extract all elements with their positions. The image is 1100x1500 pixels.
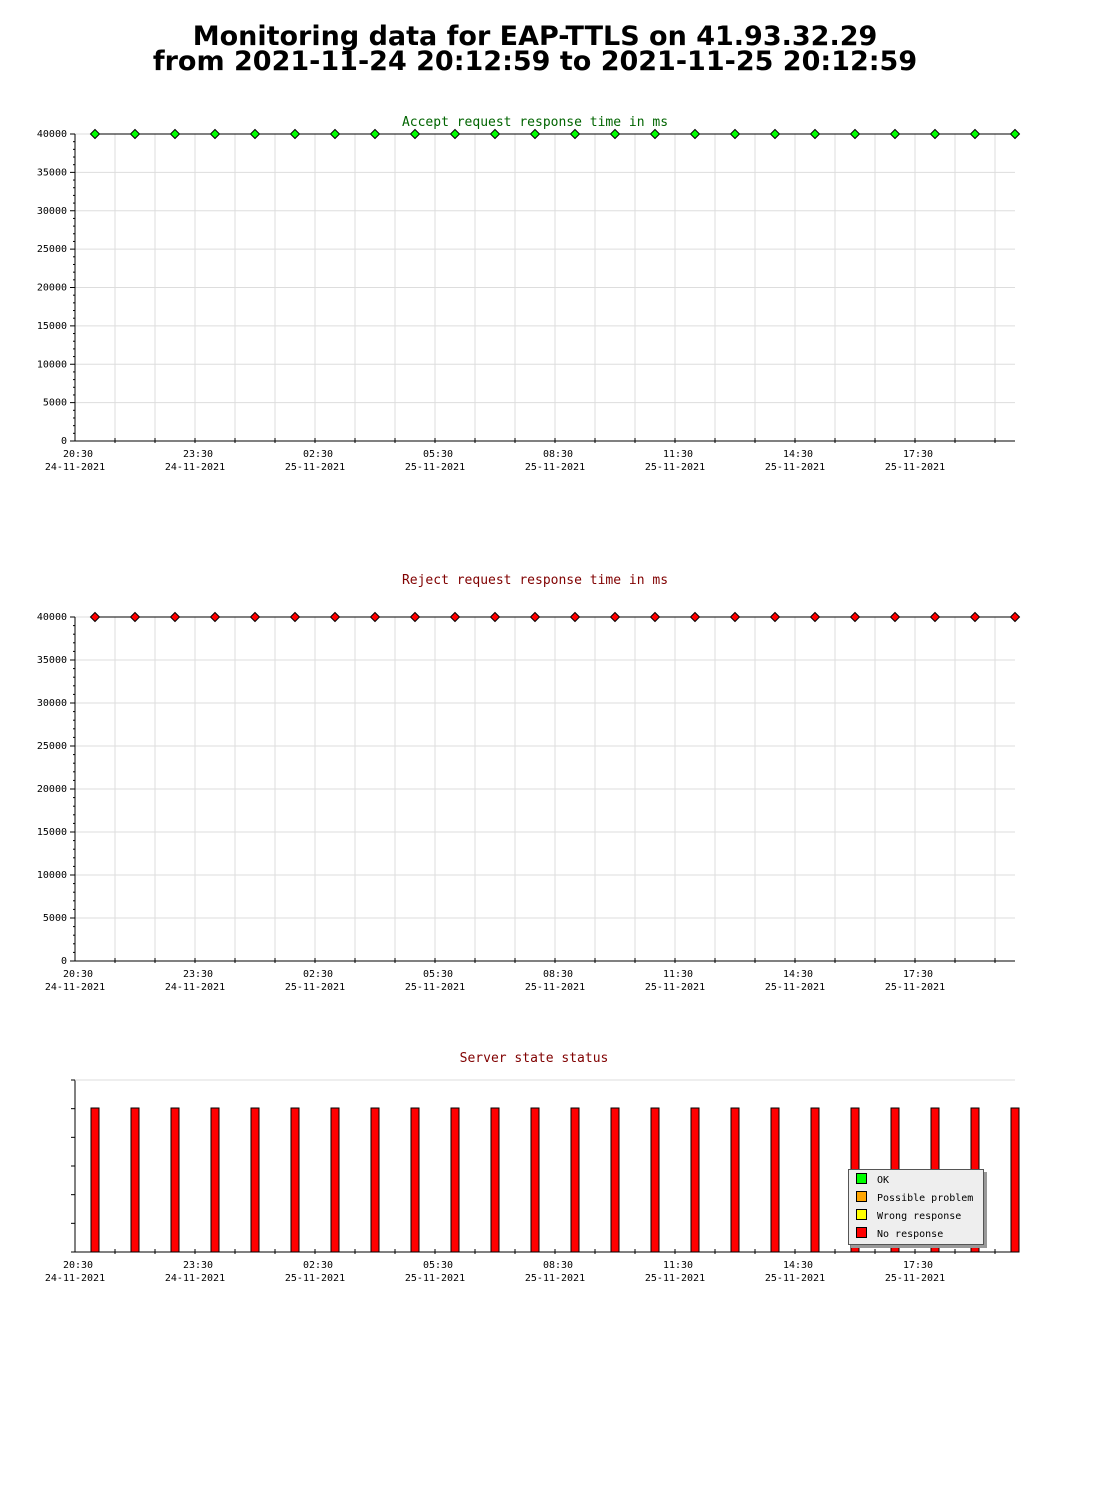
x-tick-date: 25-11-2021 [644, 462, 706, 473]
x-tick-time: 17:30 [902, 969, 934, 980]
y-tick-label: 30000 [36, 205, 67, 217]
x-tick-time: 20:30 [62, 969, 94, 980]
x-tick-time: 17:30 [902, 1260, 934, 1271]
legend-swatch-no-response [856, 1227, 867, 1238]
x-tick-time: 23:30 [182, 969, 214, 980]
x-tick-time: 05:30 [422, 1260, 454, 1271]
data-point [251, 130, 260, 139]
x-tick-date: 25-11-2021 [644, 1273, 706, 1284]
x-tick-time: 17:30 [902, 449, 934, 460]
x-tick-date: 25-11-2021 [884, 462, 946, 473]
x-tick-date: 25-11-2021 [764, 982, 826, 993]
data-point [931, 130, 940, 139]
data-point [91, 130, 100, 139]
legend-swatch-wrong-response [856, 1209, 867, 1220]
data-point [611, 130, 620, 139]
y-tick-label: 25000 [36, 244, 67, 256]
y-tick-label: 0 [60, 956, 67, 967]
data-point [451, 613, 460, 622]
y-tick-label: 30000 [36, 698, 67, 709]
data-point [131, 613, 140, 622]
data-point [771, 130, 780, 139]
x-tick-time: 20:30 [62, 449, 94, 460]
legend-label-wrong-response: Wrong response [877, 1211, 962, 1222]
x-tick-time: 02:30 [302, 969, 334, 980]
data-point [251, 613, 260, 622]
x-tick-date: 25-11-2021 [524, 1273, 586, 1284]
y-tick-label: 25000 [36, 741, 67, 752]
x-tick-time: 23:30 [182, 1260, 214, 1271]
chart-title: Accept request response time in ms [401, 115, 669, 130]
legend-item-wrong-response [856, 1209, 961, 1223]
x-tick-time: 23:30 [182, 449, 214, 460]
status-bar [651, 1108, 659, 1252]
legend-item-possible-problem [856, 1191, 973, 1205]
data-point [651, 613, 660, 622]
status-bar [731, 1108, 739, 1252]
x-tick-time: 08:30 [542, 969, 574, 980]
data-point [531, 613, 540, 622]
data-point [171, 613, 180, 622]
x-tick-date: 25-11-2021 [764, 1273, 826, 1284]
data-point [1011, 130, 1020, 139]
data-point [731, 130, 740, 139]
data-point [971, 613, 980, 622]
data-point [811, 613, 820, 622]
x-tick-date: 25-11-2021 [884, 982, 946, 993]
status-bar [251, 1108, 259, 1252]
legend-swatch-possible-problem [856, 1191, 867, 1202]
legend-label-ok: OK [877, 1175, 890, 1186]
data-point [651, 130, 660, 139]
x-tick-time: 11:30 [662, 449, 694, 460]
page-title-line1: Monitoring data for EAP-TTLS on 41.93.32.29 [192, 21, 878, 52]
x-tick-date: 25-11-2021 [404, 1273, 466, 1284]
x-tick-date: 24-11-2021 [44, 462, 106, 473]
x-tick-date: 25-11-2021 [404, 462, 466, 473]
data-point [771, 613, 780, 622]
x-tick-date: 25-11-2021 [284, 462, 346, 473]
x-tick-time: 08:30 [542, 449, 574, 460]
y-tick-label: 35000 [36, 655, 67, 666]
y-tick-label: 15000 [36, 320, 67, 332]
x-tick-date: 24-11-2021 [164, 462, 226, 473]
y-tick-label: 20000 [36, 784, 67, 795]
x-tick-time: 20:30 [62, 1260, 94, 1271]
x-tick-time: 08:30 [542, 1260, 574, 1271]
status-bar [91, 1108, 99, 1252]
data-point [131, 130, 140, 139]
data-point [211, 130, 220, 139]
status-bar [291, 1108, 299, 1252]
legend-item-ok [856, 1173, 889, 1187]
status-bar [571, 1108, 579, 1252]
legend-label-possible-problem: Possible problem [877, 1193, 974, 1204]
data-point [851, 613, 860, 622]
y-tick-label: 0 [60, 436, 67, 447]
x-tick-date: 24-11-2021 [44, 982, 106, 993]
data-point [851, 130, 860, 139]
status-bar [371, 1108, 379, 1252]
x-tick-time: 02:30 [302, 1260, 334, 1271]
accept-response-chart [0, 105, 1100, 485]
status-bar [131, 1108, 139, 1252]
status-bar [771, 1108, 779, 1252]
chart-title: Reject request response time in ms [401, 573, 669, 588]
data-point [611, 613, 620, 622]
data-point [571, 613, 580, 622]
x-tick-time: 05:30 [422, 969, 454, 980]
x-tick-date: 25-11-2021 [884, 1273, 946, 1284]
data-point [371, 130, 380, 139]
page-title-line2: from 2021-11-24 20:12:59 to 2021-11-25 20:12:59 [152, 46, 918, 77]
y-tick-label: 10000 [36, 870, 67, 881]
reject-response-chart [0, 565, 1100, 1005]
x-tick-date: 24-11-2021 [164, 1273, 226, 1284]
x-tick-time: 14:30 [782, 1260, 814, 1271]
data-point [1011, 613, 1020, 622]
chart-title: Server state status [459, 1051, 609, 1066]
data-point [171, 130, 180, 139]
data-point [411, 613, 420, 622]
y-tick-label: 20000 [36, 282, 67, 294]
status-legend [848, 1169, 984, 1245]
y-tick-label: 15000 [36, 827, 67, 838]
status-bar [491, 1108, 499, 1252]
y-tick-label: 40000 [36, 612, 67, 623]
x-tick-time: 14:30 [782, 449, 814, 460]
data-point [371, 613, 380, 622]
data-point [691, 130, 700, 139]
status-bar [451, 1108, 459, 1252]
x-tick-date: 24-11-2021 [44, 1273, 106, 1284]
status-bar [691, 1108, 699, 1252]
data-point [411, 130, 420, 139]
data-point [211, 613, 220, 622]
data-point [931, 613, 940, 622]
status-bar [531, 1108, 539, 1252]
y-tick-label: 35000 [36, 167, 67, 179]
status-bar [331, 1108, 339, 1252]
x-tick-date: 25-11-2021 [404, 982, 466, 993]
status-bar [411, 1108, 419, 1252]
data-point [491, 130, 500, 139]
data-point [91, 613, 100, 622]
x-tick-time: 05:30 [422, 449, 454, 460]
status-bar [1011, 1108, 1019, 1252]
x-tick-time: 11:30 [662, 1260, 694, 1271]
y-tick-label: 5000 [42, 913, 67, 924]
x-tick-date: 24-11-2021 [164, 982, 226, 993]
data-point [891, 130, 900, 139]
data-point [291, 613, 300, 622]
x-tick-time: 11:30 [662, 969, 694, 980]
legend-swatch-ok [856, 1173, 867, 1184]
data-point [691, 613, 700, 622]
data-point [451, 130, 460, 139]
page-title [0, 21, 1070, 77]
status-bar [611, 1108, 619, 1252]
x-tick-date: 25-11-2021 [284, 982, 346, 993]
data-point [971, 130, 980, 139]
data-point [291, 130, 300, 139]
x-tick-date: 25-11-2021 [524, 462, 586, 473]
status-bar [811, 1108, 819, 1252]
data-point [331, 130, 340, 139]
data-point [731, 613, 740, 622]
y-tick-label: 40000 [36, 129, 67, 140]
status-bar [211, 1108, 219, 1252]
x-tick-date: 25-11-2021 [524, 982, 586, 993]
data-point [531, 130, 540, 139]
x-tick-date: 25-11-2021 [764, 462, 826, 473]
data-point [891, 613, 900, 622]
x-tick-date: 25-11-2021 [284, 1273, 346, 1284]
y-tick-label: 10000 [36, 359, 67, 371]
x-tick-date: 25-11-2021 [644, 982, 706, 993]
data-point [571, 130, 580, 139]
x-tick-time: 02:30 [302, 449, 334, 460]
legend-label-no-response: No response [877, 1229, 944, 1240]
y-tick-label: 5000 [42, 397, 67, 409]
legend-item-no-response [856, 1227, 943, 1241]
status-bar [171, 1108, 179, 1252]
x-tick-time: 14:30 [782, 969, 814, 980]
data-point [331, 613, 340, 622]
data-point [491, 613, 500, 622]
data-point [811, 130, 820, 139]
